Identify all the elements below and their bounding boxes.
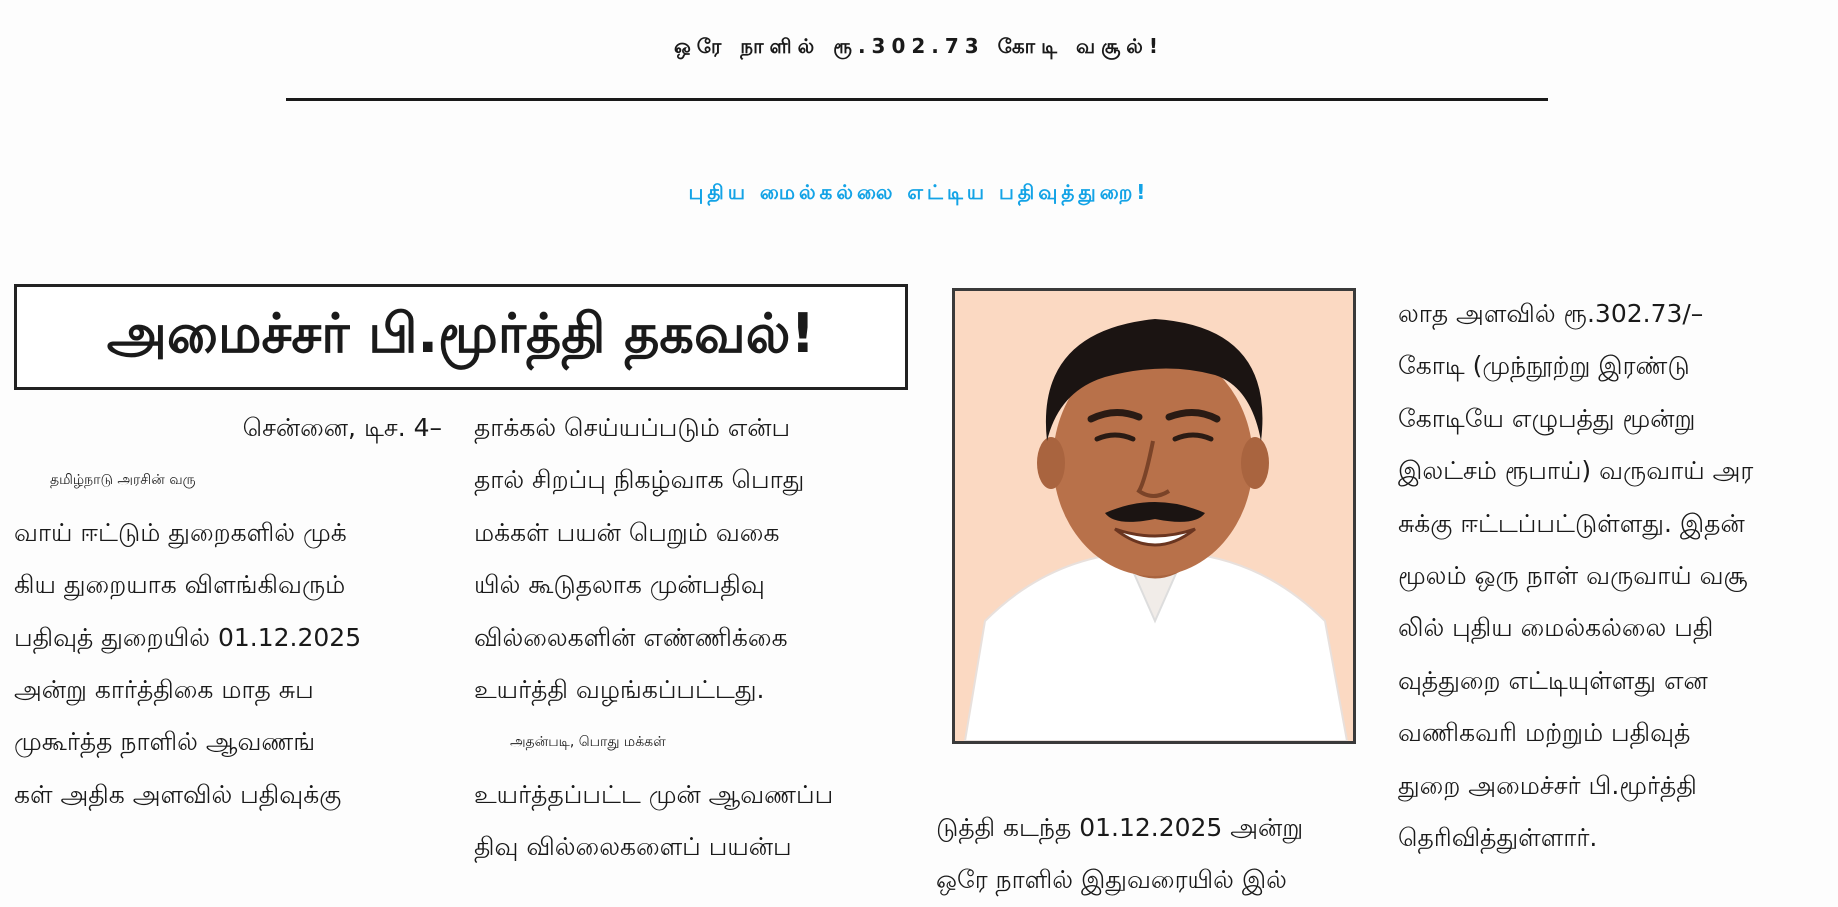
- text-line: சுக்கு ஈட்டப்பட்டுள்ளது. இதன்: [1398, 508, 1745, 538]
- text-line: டுத்தி கடந்த 01.12.2025 அன்று: [936, 813, 1304, 842]
- text-line: லாத அளவில் ரூ.302.73/–: [1398, 299, 1704, 328]
- text-line: வில்லைகளின் எண்ணிக்கை: [474, 622, 788, 652]
- text-line: வாய் ஈட்டும் துறைகளில் முக்: [14, 517, 347, 547]
- text-line: கிய துறையாக விளங்கிவரும்: [14, 570, 346, 600]
- text-line: லில் புதிய மைல்கல்லை பதி: [1398, 613, 1714, 643]
- text-line: கோடியே எழுபத்து மூன்று: [1398, 403, 1696, 433]
- text-line: கள் அதிக அளவில் பதிவுக்கு: [14, 779, 342, 809]
- text-line: யில் கூடுதலாக முன்பதிவு: [474, 570, 765, 600]
- kicker-underline: [286, 98, 1548, 101]
- text-line: துறை அமைச்சர் பி.மூர்த்தி: [1398, 770, 1697, 800]
- kicker-headline: ஒரே நாளில் ரூ.302.73 கோடி வசூல்!: [673, 34, 1165, 58]
- text-line: வணிகவரி மற்றும் பதிவுத்: [1398, 718, 1691, 748]
- text-line: ஒரே நாளில் இதுவரையில் இல்: [936, 865, 1287, 895]
- text-line: இலட்சம் ரூபாய்) வருவாய் அர: [1398, 456, 1754, 486]
- main-headline: புதிய மைல்கல்லை எட்டிய பதிவுத்துறை!: [688, 180, 1150, 204]
- text-line: வுத்துறை எட்டியுள்ளது என: [1398, 665, 1708, 695]
- text-line: அதன்படி, பொது மக்கள்: [510, 734, 666, 751]
- article-column-3: [936, 802, 1372, 907]
- text-line: உயர்த்தப்பட்ட முன் ஆவணப்ப: [474, 779, 834, 809]
- portrait-illustration: [955, 291, 1353, 741]
- text-line: மக்கள் பயன் பெறும் வகை: [474, 517, 780, 547]
- minister-photo: [952, 288, 1356, 744]
- article-column-2: [474, 402, 906, 874]
- text-line: மூலம் ஒரு நாள் வருவாய் வசூ: [1398, 561, 1748, 591]
- subhead-text: அமைச்சர் பி.மூர்த்தி தகவல்!: [106, 301, 816, 365]
- text-line: தாக்கல் செய்யப்படும் என்ப: [474, 413, 791, 442]
- text-line: அன்று கார்த்திகை மாத சுப: [14, 675, 314, 705]
- text-line: தெரிவித்துள்ளார்.: [1398, 823, 1598, 853]
- text-line: உயர்த்தி வழங்கப்பட்டது.: [474, 675, 765, 705]
- text-line: தால் சிறப்பு நிகழ்வாக பொது: [474, 465, 805, 495]
- text-line: முகூர்த்த நாளில் ஆவணங்: [14, 727, 316, 757]
- dateline: சென்னை, டிச. 4–: [242, 413, 442, 442]
- text-line: தமிழ்நாடு அரசின் வரு: [50, 472, 196, 489]
- text-line: பதிவுத் துறையில் 01.12.2025: [14, 622, 362, 652]
- text-line: திவு வில்லைகளைப் பயன்ப: [474, 832, 792, 862]
- subhead-box: [14, 284, 908, 390]
- text-line: கோடி (முந்நூற்று இரண்டு: [1398, 351, 1690, 381]
- article-column-1: [14, 402, 442, 821]
- article-column-4: [1398, 288, 1824, 864]
